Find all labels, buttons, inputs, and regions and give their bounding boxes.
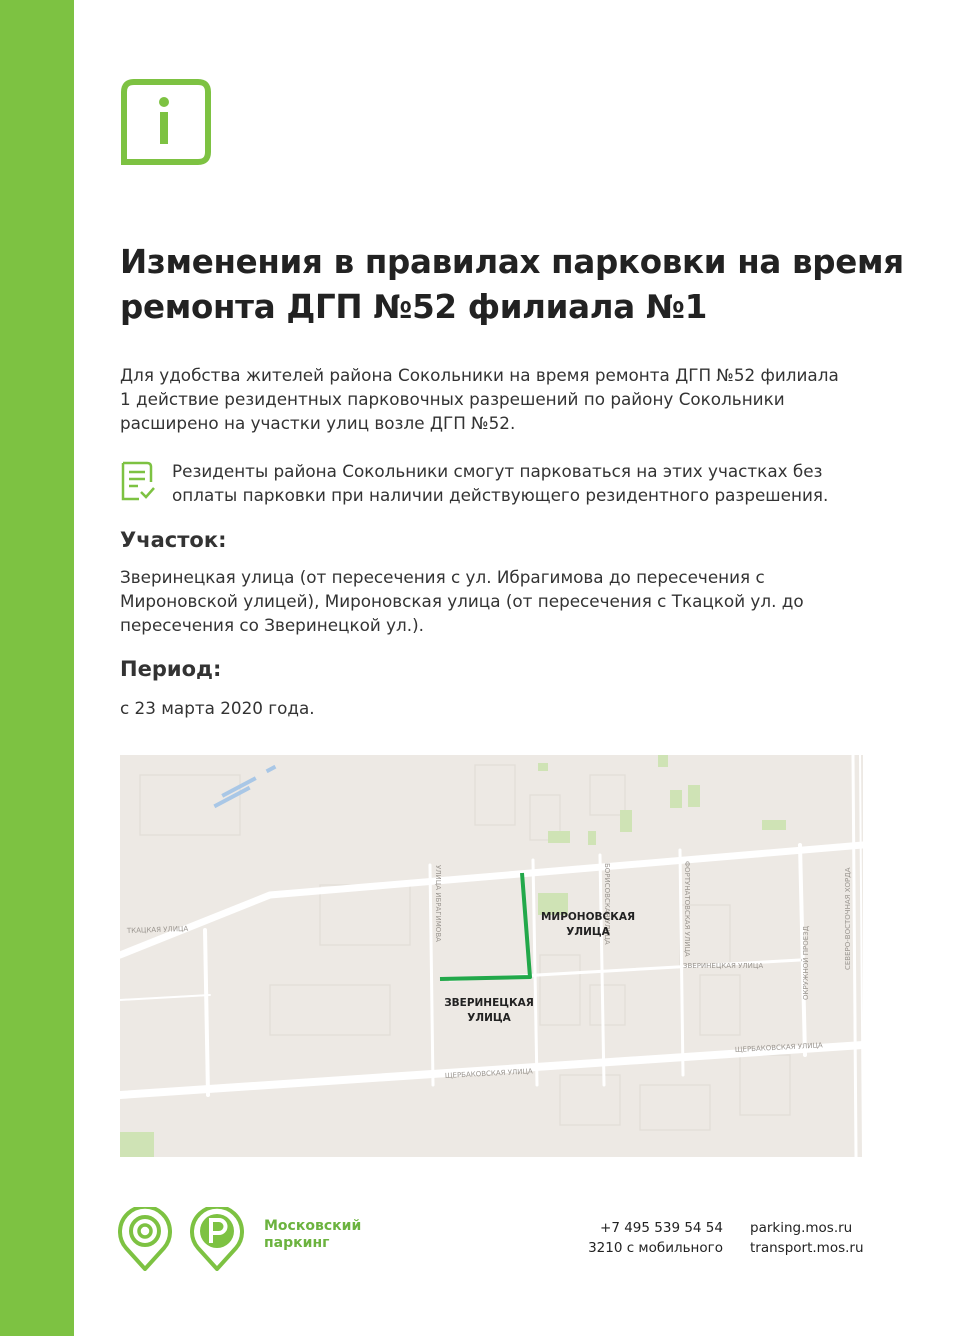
resident-note <box>172 459 912 507</box>
brand-line-1: Московский <box>264 1218 362 1234</box>
parking-pin-icon <box>190 1207 244 1271</box>
period-heading: Период: <box>120 657 222 681</box>
label-zverinetskaya-small: ЗВЕРИНЕЦКАЯ УЛИЦА <box>683 962 764 970</box>
intro-line-2: 1 действие резидентных парковочных разрешений по району Сокольники <box>120 389 785 409</box>
link-parking[interactable]: parking.mos.ru <box>750 1220 853 1236</box>
document-check-icon <box>120 460 156 502</box>
title-line-2: ремонта ДГП №52 филиала №1 <box>120 288 708 326</box>
phone-number[interactable]: +7 495 539 54 54 <box>600 1220 723 1236</box>
side-accent-bar <box>0 0 74 1336</box>
label-mironovskaya-1: МИРОНОВСКАЯ <box>540 911 636 923</box>
label-ibragimova: УЛИЦА ИБРАГИМОВА <box>434 865 442 942</box>
area-heading: Участок: <box>120 528 227 552</box>
label-tkatskaya: ТКАЦКАЯ УЛИЦА <box>126 924 189 935</box>
mobile-number[interactable]: 3210 с мобильного <box>588 1240 723 1256</box>
intro-paragraph <box>120 363 910 435</box>
brand-name <box>264 1218 361 1252</box>
label-shcherbakovskaya-2: ЩЕРБАКОВСКАЯ УЛИЦА <box>734 1041 823 1054</box>
area-line-2: Мироновской улицей), Мироновская улица (от пересечения с Ткацкой ул. до <box>120 591 804 611</box>
label-okruzhnoy: ОКРУЖНОЙ ПРОЕЗД <box>802 925 810 1000</box>
area-line-1: Зверинецкая улица (от пересечения с ул. Ибрагимова до пересечения с <box>120 567 765 587</box>
label-zverinetskaya-1: ЗВЕРИНЕЦКАЯ <box>444 997 534 1009</box>
area-text <box>120 565 900 637</box>
contact-links <box>750 1218 864 1258</box>
label-mironovskaya-2: УЛИЦА <box>566 926 610 938</box>
note-line-1: Резиденты района Сокольники смогут парковаться на этих участках без <box>172 461 823 481</box>
location-pin-icon <box>118 1207 172 1271</box>
label-borisovskaya: БОРИСОВСКАЯ УЛИЦА <box>603 863 611 945</box>
label-fortunatovskaya: ФОРТУНАТОВСКАЯ УЛИЦА <box>683 861 691 957</box>
page-title <box>120 240 904 330</box>
note-line-2: оплаты парковки при наличии действующего резидентного разрешения. <box>172 485 829 505</box>
intro-line-3: расширено на участки улиц возле ДГП №52. <box>120 413 516 433</box>
period-text: с 23 марта 2020 года. <box>120 698 315 718</box>
label-shcherbakovskaya-1: ЩЕРБАКОВСКАЯ УЛИЦА <box>444 1067 533 1080</box>
label-severo: СЕВЕРО-ВОСТОЧНАЯ ХОРДА <box>844 867 852 970</box>
title-line-1: Изменения в правилах парковки на время <box>120 243 904 281</box>
map-background <box>120 755 863 1157</box>
street-map <box>120 755 863 1157</box>
intro-line-1: Для удобства жителей района Сокольники на время ремонта ДГП №52 филиала <box>120 365 839 385</box>
contact-phone <box>585 1218 723 1258</box>
link-transport[interactable]: transport.mos.ru <box>750 1240 864 1256</box>
label-zverinetskaya-2: УЛИЦА <box>467 1012 511 1024</box>
info-icon <box>120 78 212 166</box>
brand-line-2: паркинг <box>264 1235 330 1251</box>
area-line-3: пересечения со Зверинецкой ул.). <box>120 615 424 635</box>
